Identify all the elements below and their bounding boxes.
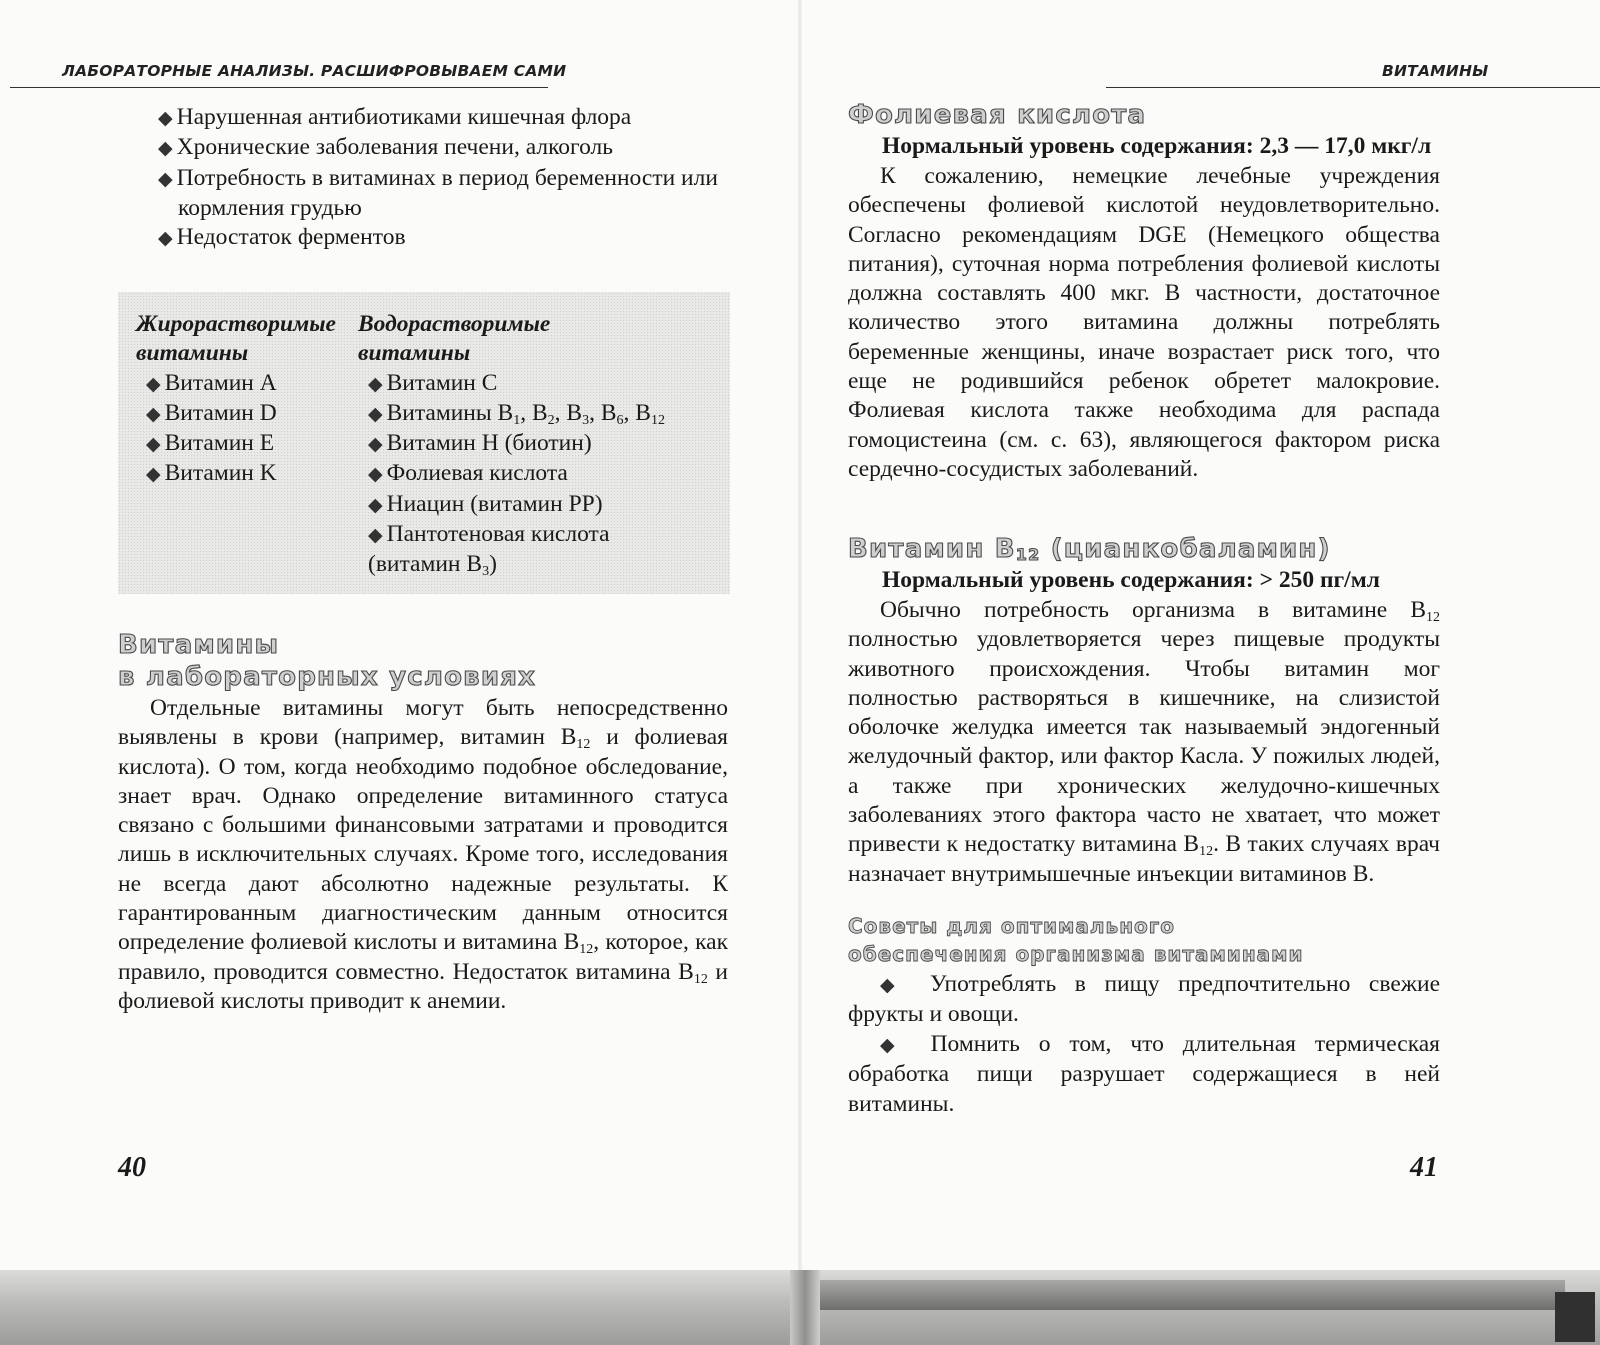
list-item: ◆ Витамины $B_1$, $B_2$, $B_3$, $B_6$, $B_{12}$ <box>368 399 665 428</box>
list-item-continuation: (витамин $B_3$) <box>368 551 497 580</box>
tips-title-line1: Советы для оптимального <box>848 914 1175 938</box>
diamond-bullet-icon: ◆ <box>158 108 173 129</box>
diamond-bullet-icon: ◆ <box>368 434 383 456</box>
b12-title: Витамин B12 (цианкобаламин) <box>848 534 1331 564</box>
water-soluble-column <box>358 310 728 580</box>
book-edge-shadow <box>0 1270 1600 1345</box>
list-item: ◆ Нарушенная антибиотиками кишечная флора <box>158 104 632 130</box>
list-item: ◆ Ниацин (витамин PP) <box>368 490 603 517</box>
diamond-bullet-icon: ◆ <box>368 494 383 516</box>
page-number-left: 40 <box>118 1152 146 1183</box>
list-item: ◆ Потребность в витаминах в период беременности или кормления грудью <box>158 164 718 221</box>
list-item: ◆ Фолиевая кислота <box>368 460 568 487</box>
diamond-bullet-icon: ◆ <box>146 403 161 425</box>
vitamin-classification-box <box>118 292 730 594</box>
fat-soluble-heading-1: Жирорастворимые <box>136 311 336 337</box>
book-edge-dark-band <box>805 1280 1565 1310</box>
diamond-bullet-icon: ◆ <box>880 1035 908 1056</box>
diamond-bullet-icon: ◆ <box>368 373 383 395</box>
water-soluble-heading-1: Водорастворимые <box>358 311 551 337</box>
tips-title-line2: обеспечения организма витаминами <box>848 942 1304 966</box>
tip-item: ◆ Помнить о том, что длительная термическая обработка пищи разрушает содержащиеся в ней витамины. <box>848 1031 1440 1117</box>
b12-paragraph: Обычно потребность организма в витамине $B_{12}$ полностью удовлетворяется через пищевые продукты животного происхождения. Чтобы витамин мог полностью растворяться в кишечнике, на слизистой оболочке желудка имеется так называемый эндогенный желудочный фактор, или фактор Касла. У пожилых людей, а также при хронических желудочно-кишечных заболеваниях этого фактора часто не хватает, что может привести к недостатку витамина $B_{12}$. В таких случаях врач назначает внутримышечные инъекции витаминов B. <box>848 597 1441 887</box>
book-corner-dark <box>1555 1292 1595 1342</box>
list-item: ◆ Хронические заболевания печени, алкоголь <box>158 134 613 161</box>
right-running-rule <box>1106 87 1600 88</box>
list-item: ◆ Витамин A <box>146 369 277 396</box>
tip-item: ◆ Употреблять в пищу предпочтительно свежие фрукты и овощи. <box>848 971 1440 1028</box>
diamond-bullet-icon: ◆ <box>880 975 908 996</box>
water-soluble-heading-2: витамины <box>358 340 471 367</box>
lab-vitamins-title-line1: Витамины <box>118 630 280 660</box>
diamond-bullet-icon: ◆ <box>146 373 161 395</box>
left-running-head: ЛАБОРАТОРНЫЕ АНАЛИЗЫ. РАСШИФРОВЫВАЕМ САМИ <box>62 62 567 80</box>
diamond-bullet-icon: ◆ <box>368 525 383 547</box>
list-item: ◆ Витамин C <box>368 369 498 396</box>
diamond-bullet-icon: ◆ <box>368 403 383 425</box>
diamond-bullet-icon: ◆ <box>158 138 173 160</box>
diamond-bullet-icon: ◆ <box>158 228 173 250</box>
lab-vitamins-paragraph: Отдельные витамины могут быть непосредственно выявлены в крови (например, витамин $B_{12}$ и фолиевая кислота). О том, когда необходимо подобное обследование, знает врач. Однако определение витаминного статуса связано с большими финансовыми затратами и проводится лишь в исключительных случаях. Кроме того, исследования не всегда дают абсолютно надежные результаты. К гарантированным диагностическим данным относится определение фолиевой кислоты и витамина $B_{12}$, которое, как правило, проводится совместно. Недостаток витамина $B_{12}$ и фолиевой кислоты приводит к анемии. <box>118 695 728 1014</box>
list-item: ◆ Пантотеновая кислота <box>368 521 610 548</box>
folic-acid-paragraph: К сожалению, немецкие лечебные учреждения обеспечены фолиевой кислотой неудовлетворительно. Согласно рекомендациям DGE (Немецкого общества питания), суточная норма потребления фолиевой кислоты должна составлять 400 мкг. В частности, достаточное количество этого витамина должны потреблять беременные женщины, иначе возрастает риск того, что еще не родившийся ребенок обретет малокровие. Фолиевая кислота также необходима для распада гомоцистеина (см. с. 63), являющегося фактором риска сердечно-сосудистых заболеваний. <box>848 163 1440 482</box>
right-page <box>800 0 1600 1250</box>
fat-soluble-heading-2: витамины <box>136 340 249 367</box>
folic-acid-norm: Нормальный уровень содержания: 2,3 — 17,0 мкг/л <box>882 133 1432 159</box>
diamond-bullet-icon: ◆ <box>368 464 383 486</box>
fat-soluble-column <box>136 310 351 490</box>
diamond-bullet-icon: ◆ <box>146 434 161 456</box>
diamond-bullet-icon: ◆ <box>146 464 161 486</box>
lab-vitamins-title-line2: в лабораторных условиях <box>118 662 537 692</box>
right-running-head: ВИТАМИНЫ <box>1382 62 1489 80</box>
list-item: ◆ Недостаток ферментов <box>158 224 406 251</box>
diamond-bullet-icon: ◆ <box>158 168 173 190</box>
folic-acid-title: Фолиевая кислота <box>848 100 1147 130</box>
list-item: ◆ Витамин E <box>146 430 275 457</box>
list-item: ◆ Витамин D <box>146 399 277 426</box>
book-spine-shadow <box>790 1270 820 1345</box>
causes-bullet-list <box>158 103 738 253</box>
left-running-rule <box>10 87 548 88</box>
list-item: ◆ Витамин K <box>146 460 277 487</box>
b12-norm: Нормальный уровень содержания: > 250 пг/мл <box>882 567 1380 593</box>
left-page <box>0 0 800 1250</box>
list-item: ◆ Витамин H (биотин) <box>368 430 592 457</box>
page-number-right: 41 <box>1410 1152 1438 1183</box>
